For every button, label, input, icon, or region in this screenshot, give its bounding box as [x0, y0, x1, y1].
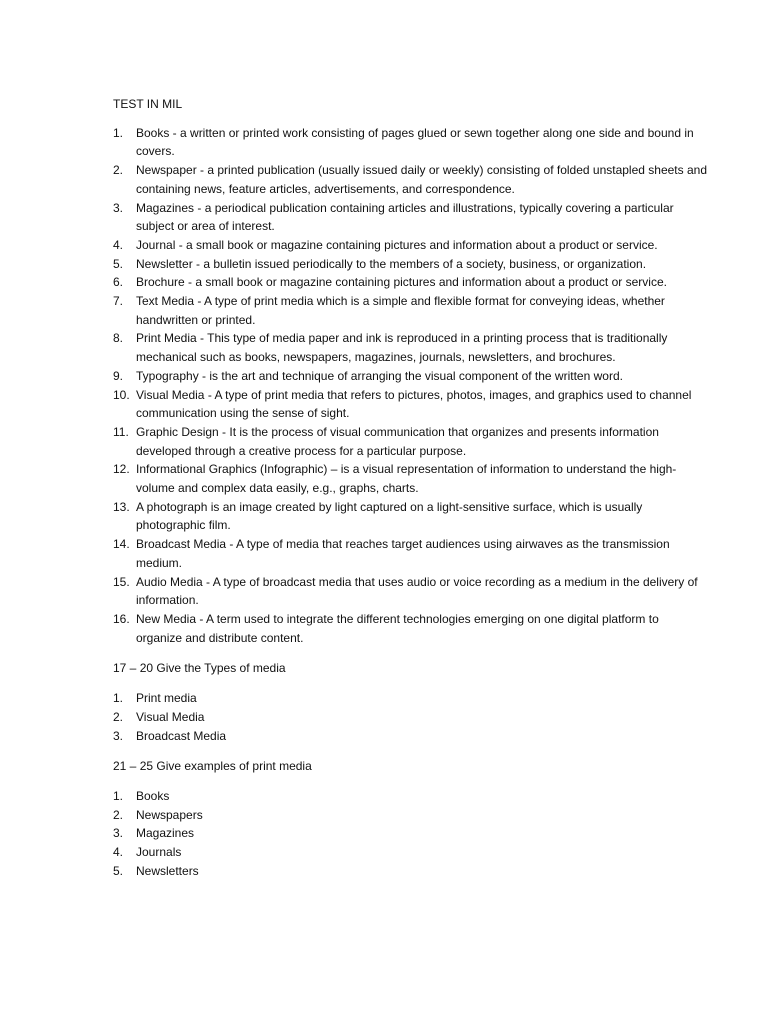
- item-text: Print Media - This type of media paper and ink is reproduced in a printing process that is traditionally mechanical such as books, newspapers, magazines, journals, newsletters, and brochures.: [136, 331, 668, 365]
- item-text: Informational Graphics (Infographic) – is a visual representation of information to understand the high-volume and complex data easily, e.g., graphs, charts.: [136, 462, 677, 496]
- list-item: [113, 862, 708, 881]
- item-text: Audio Media - A type of broadcast media that uses audio or voice recording as a medium in the delivery of information.: [136, 574, 698, 608]
- item-number: 3.: [113, 728, 124, 743]
- section-heading: 21 – 25 Give examples of print media: [113, 759, 312, 774]
- list-item: [113, 161, 708, 198]
- definitions-list: [113, 124, 708, 648]
- list-item: [113, 535, 708, 572]
- list-item: [113, 124, 708, 161]
- item-text: Text Media - A type of print media which is a simple and flexible format for conveying ideas, whether handwritten or printed.: [136, 294, 665, 327]
- item-text: Journal - a small book or magazine containing pictures and information about a product or service.: [136, 237, 658, 252]
- item-text: Newsletters: [136, 863, 199, 878]
- item-number: 1.: [113, 691, 124, 706]
- item-number: 11.: [113, 424, 129, 439]
- item-number: 15.: [113, 574, 130, 589]
- item-text: Newsletter - a bulletin issued periodically to the members of a society, business, or organization.: [136, 256, 647, 271]
- item-number: 1.: [113, 788, 124, 803]
- item-number: 4.: [113, 237, 124, 252]
- list-item: [113, 708, 708, 727]
- item-text: A photograph is an image created by light captured on a light-sensitive surface, which is usually photographic film.: [136, 499, 643, 533]
- item-number: 13.: [113, 499, 130, 514]
- list-item: [113, 806, 708, 825]
- list-item: [113, 386, 708, 423]
- list-item: [113, 610, 708, 647]
- list-item: [113, 573, 708, 610]
- item-number: 3.: [113, 200, 124, 215]
- item-text: Newspapers: [136, 807, 203, 822]
- item-text: Broadcast Media: [136, 728, 227, 743]
- print-media-examples-list: [113, 787, 708, 881]
- list-item: [113, 787, 708, 806]
- item-number: 5.: [113, 256, 124, 271]
- item-text: Typography - is the art and technique of arranging the visual component of the written word.: [136, 368, 623, 383]
- list-item: [113, 727, 708, 746]
- item-text: Visual Media - A type of print media that refers to pictures, photos, images, and graphics used to channel communication using the sense of sight.: [136, 387, 692, 421]
- list-item: [113, 498, 708, 535]
- item-number: 16.: [113, 611, 130, 626]
- item-text: Books: [136, 788, 170, 803]
- item-text: Newspaper - a printed publication (usually issued daily or weekly) consisting of folded unstapled sheets and containing news, feature articles, advertisements, and correspondence.: [136, 163, 707, 196]
- item-text: Print media: [136, 691, 197, 706]
- document-title: TEST IN MIL: [113, 97, 183, 111]
- item-number: 4.: [113, 845, 124, 860]
- list-item: [113, 460, 708, 497]
- item-number: 14.: [113, 537, 130, 552]
- item-text: Journals: [136, 845, 182, 860]
- item-number: 5.: [113, 863, 124, 878]
- list-item: [113, 199, 708, 236]
- item-text: Visual Media: [136, 709, 205, 724]
- list-item: [113, 824, 708, 843]
- item-text: Magazines: [136, 826, 195, 841]
- item-number: 7.: [113, 294, 124, 309]
- item-number: 2.: [113, 709, 124, 724]
- item-text: Graphic Design - It is the process of visual communication that organizes and presents information developed through a creative process for a particular purpose.: [136, 424, 659, 458]
- list-item: [113, 689, 708, 708]
- item-number: 3.: [113, 826, 124, 841]
- list-item: [113, 292, 708, 329]
- item-number: 2.: [113, 163, 124, 178]
- list-item: [113, 329, 708, 366]
- item-number: 2.: [113, 807, 124, 822]
- media-types-list: [113, 689, 708, 745]
- item-number: 12.: [113, 462, 130, 477]
- item-number: 6.: [113, 275, 124, 290]
- list-item: [113, 843, 708, 862]
- item-number: 1.: [113, 125, 124, 140]
- item-text: New Media - A term used to integrate the different technologies emerging on one digital platform to organize and distribute content.: [136, 611, 659, 645]
- list-item: [113, 236, 708, 255]
- item-number: 9.: [113, 368, 124, 383]
- item-text: Books - a written or printed work consisting of pages glued or sewn together along one side and bound in covers.: [136, 125, 694, 159]
- item-number: 8.: [113, 331, 124, 346]
- item-text: Brochure - a small book or magazine containing pictures and information about a product or service.: [136, 275, 667, 290]
- list-item: [113, 423, 708, 460]
- list-item: [113, 255, 708, 274]
- section-heading: 17 – 20 Give the Types of media: [113, 661, 286, 676]
- item-text: Broadcast Media - A type of media that reaches target audiences using airwaves as the transmission medium.: [136, 537, 670, 570]
- item-text: Magazines - a periodical publication containing articles and illustrations, typically covering a particular subject or area of interest.: [136, 200, 674, 234]
- list-item: [113, 367, 708, 386]
- list-item: [113, 273, 708, 292]
- item-number: 10.: [113, 387, 130, 402]
